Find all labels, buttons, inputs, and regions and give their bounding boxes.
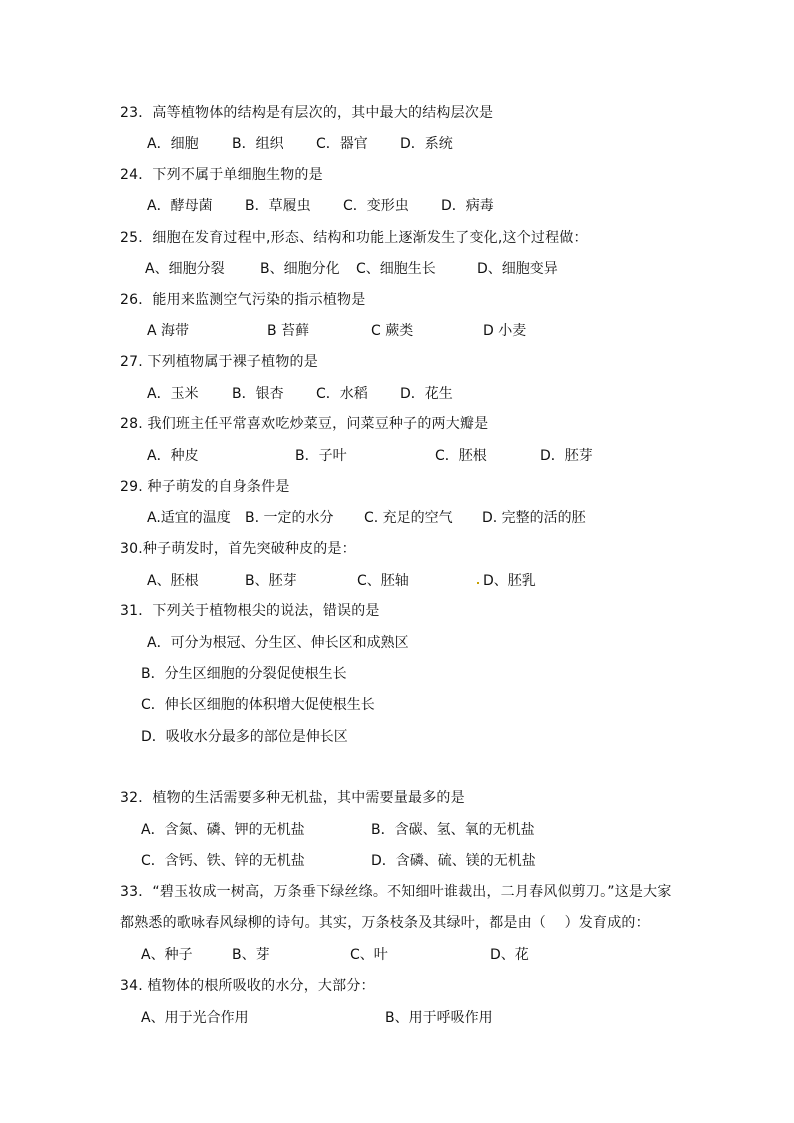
question-26-option-c: C 蕨类 — [371, 323, 414, 339]
question-29-option-a: A.适宜的温度 — [147, 510, 231, 526]
question-30-stem: 30.种子萌发时，首先突破种皮的是： — [120, 541, 356, 557]
question-25-option-a: A、细胞分裂 — [145, 261, 225, 277]
question-28-option-a: A．种皮 — [147, 448, 199, 464]
question-32-option-c: C．含钙、铁、锌的无机盐 — [141, 853, 305, 869]
question-24-option-b: B．草履虫 — [245, 198, 311, 214]
question-25-option-c: C、细胞生长 — [356, 261, 436, 277]
question-31-option-a: A．可分为根冠、分生区、伸长区和成熟区 — [147, 635, 409, 651]
question-29-option-d: D. 完整的活的胚 — [482, 510, 586, 526]
question-34-stem: 34. 植物体的根所吸收的水分，大部分： — [120, 978, 375, 994]
question-28-option-c: C．胚根 — [435, 448, 487, 464]
question-26-option-a: A 海带 — [147, 323, 190, 339]
question-34-option-b: B、用于呼吸作用 — [385, 1010, 493, 1026]
question-23-option-a: A．细胞 — [147, 136, 199, 152]
question-30-option-d: D、胚乳 — [483, 573, 536, 589]
question-25-option-d: D、细胞变异 — [477, 261, 558, 277]
question-33-option-a: A、种子 — [141, 947, 193, 963]
question-23-option-b: B．组织 — [232, 136, 284, 152]
question-24-option-d: D．病毒 — [441, 198, 494, 214]
question-23-option-c: C．器官 — [316, 136, 368, 152]
question-32-option-a: A．含氮、磷、钾的无机盐 — [141, 822, 305, 838]
question-33-option-d: D、花 — [490, 947, 529, 963]
question-32-stem: 32．植物的生活需要多种无机盐，其中需要量最多的是 — [120, 790, 465, 806]
question-31-option-d: D．吸收水分最多的部位是伸长区 — [141, 729, 348, 745]
question-25-option-b: B、细胞分化 — [260, 261, 340, 277]
question-33-stem-line-2: 都熟悉的歌咏春风绿柳的诗句。其实，万条枝条及其绿叶，都是由（ ）发育成的： — [120, 915, 650, 931]
question-34-option-a: A、用于光合作用 — [141, 1010, 249, 1026]
question-30-option-c: C、胚轴 — [357, 573, 409, 589]
question-28-stem: 28. 我们班主任平常喜欢吃炒菜豆，问菜豆种子的两大瓣是 — [120, 416, 489, 432]
stray-mark — [477, 582, 479, 584]
question-28-option-d: D．胚芽 — [540, 448, 593, 464]
question-28-option-b: B．子叶 — [295, 448, 347, 464]
question-30-option-b: B、胚芽 — [245, 573, 297, 589]
question-27-option-d: D．花生 — [400, 386, 453, 402]
question-23-stem: 23．高等植物体的结构是有层次的，其中最大的结构层次是 — [120, 105, 494, 121]
question-33-option-c: C、叶 — [350, 947, 388, 963]
question-24-option-c: C．变形虫 — [343, 198, 409, 214]
question-32-option-b: B．含碳、氢、氧的无机盐 — [371, 822, 535, 838]
question-26-stem: 26．能用来监测空气污染的指示植物是 — [120, 292, 366, 308]
question-27-option-a: A．玉米 — [147, 386, 199, 402]
question-27-option-b: B．银杏 — [232, 386, 284, 402]
question-26-option-b: B 苔藓 — [267, 323, 310, 339]
question-29-option-c: C. 充足的空气 — [364, 510, 453, 526]
question-31-option-b: B．分生区细胞的分裂促使根生长 — [141, 666, 347, 682]
question-24-option-a: A．酵母菌 — [147, 198, 213, 214]
question-30-option-a: A、胚根 — [147, 573, 199, 589]
question-26-option-d: D 小麦 — [483, 323, 527, 339]
question-29-option-b: B. 一定的水分 — [245, 510, 334, 526]
question-33-stem-line-1: 33．“碧玉妆成一树高，万条垂下绿丝绦。不知细叶谁裁出，二月春风似剪刀。”这是大家 — [120, 884, 672, 900]
question-31-stem: 31．下列关于植物根尖的说法，错误的是 — [120, 603, 380, 619]
question-29-stem: 29. 种子萌发的自身条件是 — [120, 479, 290, 495]
question-25-stem: 25．细胞在发育过程中,形态、结构和功能上逐渐发生了变化,这个过程做： — [120, 230, 588, 246]
question-31-option-c: C．伸长区细胞的体积增大促使根生长 — [141, 697, 375, 713]
question-27-stem: 27. 下列植物属于裸子植物的是 — [120, 354, 318, 370]
question-24-stem: 24．下列不属于单细胞生物的是 — [120, 167, 323, 183]
question-33-option-b: B、芽 — [232, 947, 270, 963]
question-23-option-d: D．系统 — [400, 136, 453, 152]
question-27-option-c: C．水稻 — [316, 386, 368, 402]
question-32-option-d: D．含磷、硫、镁的无机盐 — [371, 853, 536, 869]
